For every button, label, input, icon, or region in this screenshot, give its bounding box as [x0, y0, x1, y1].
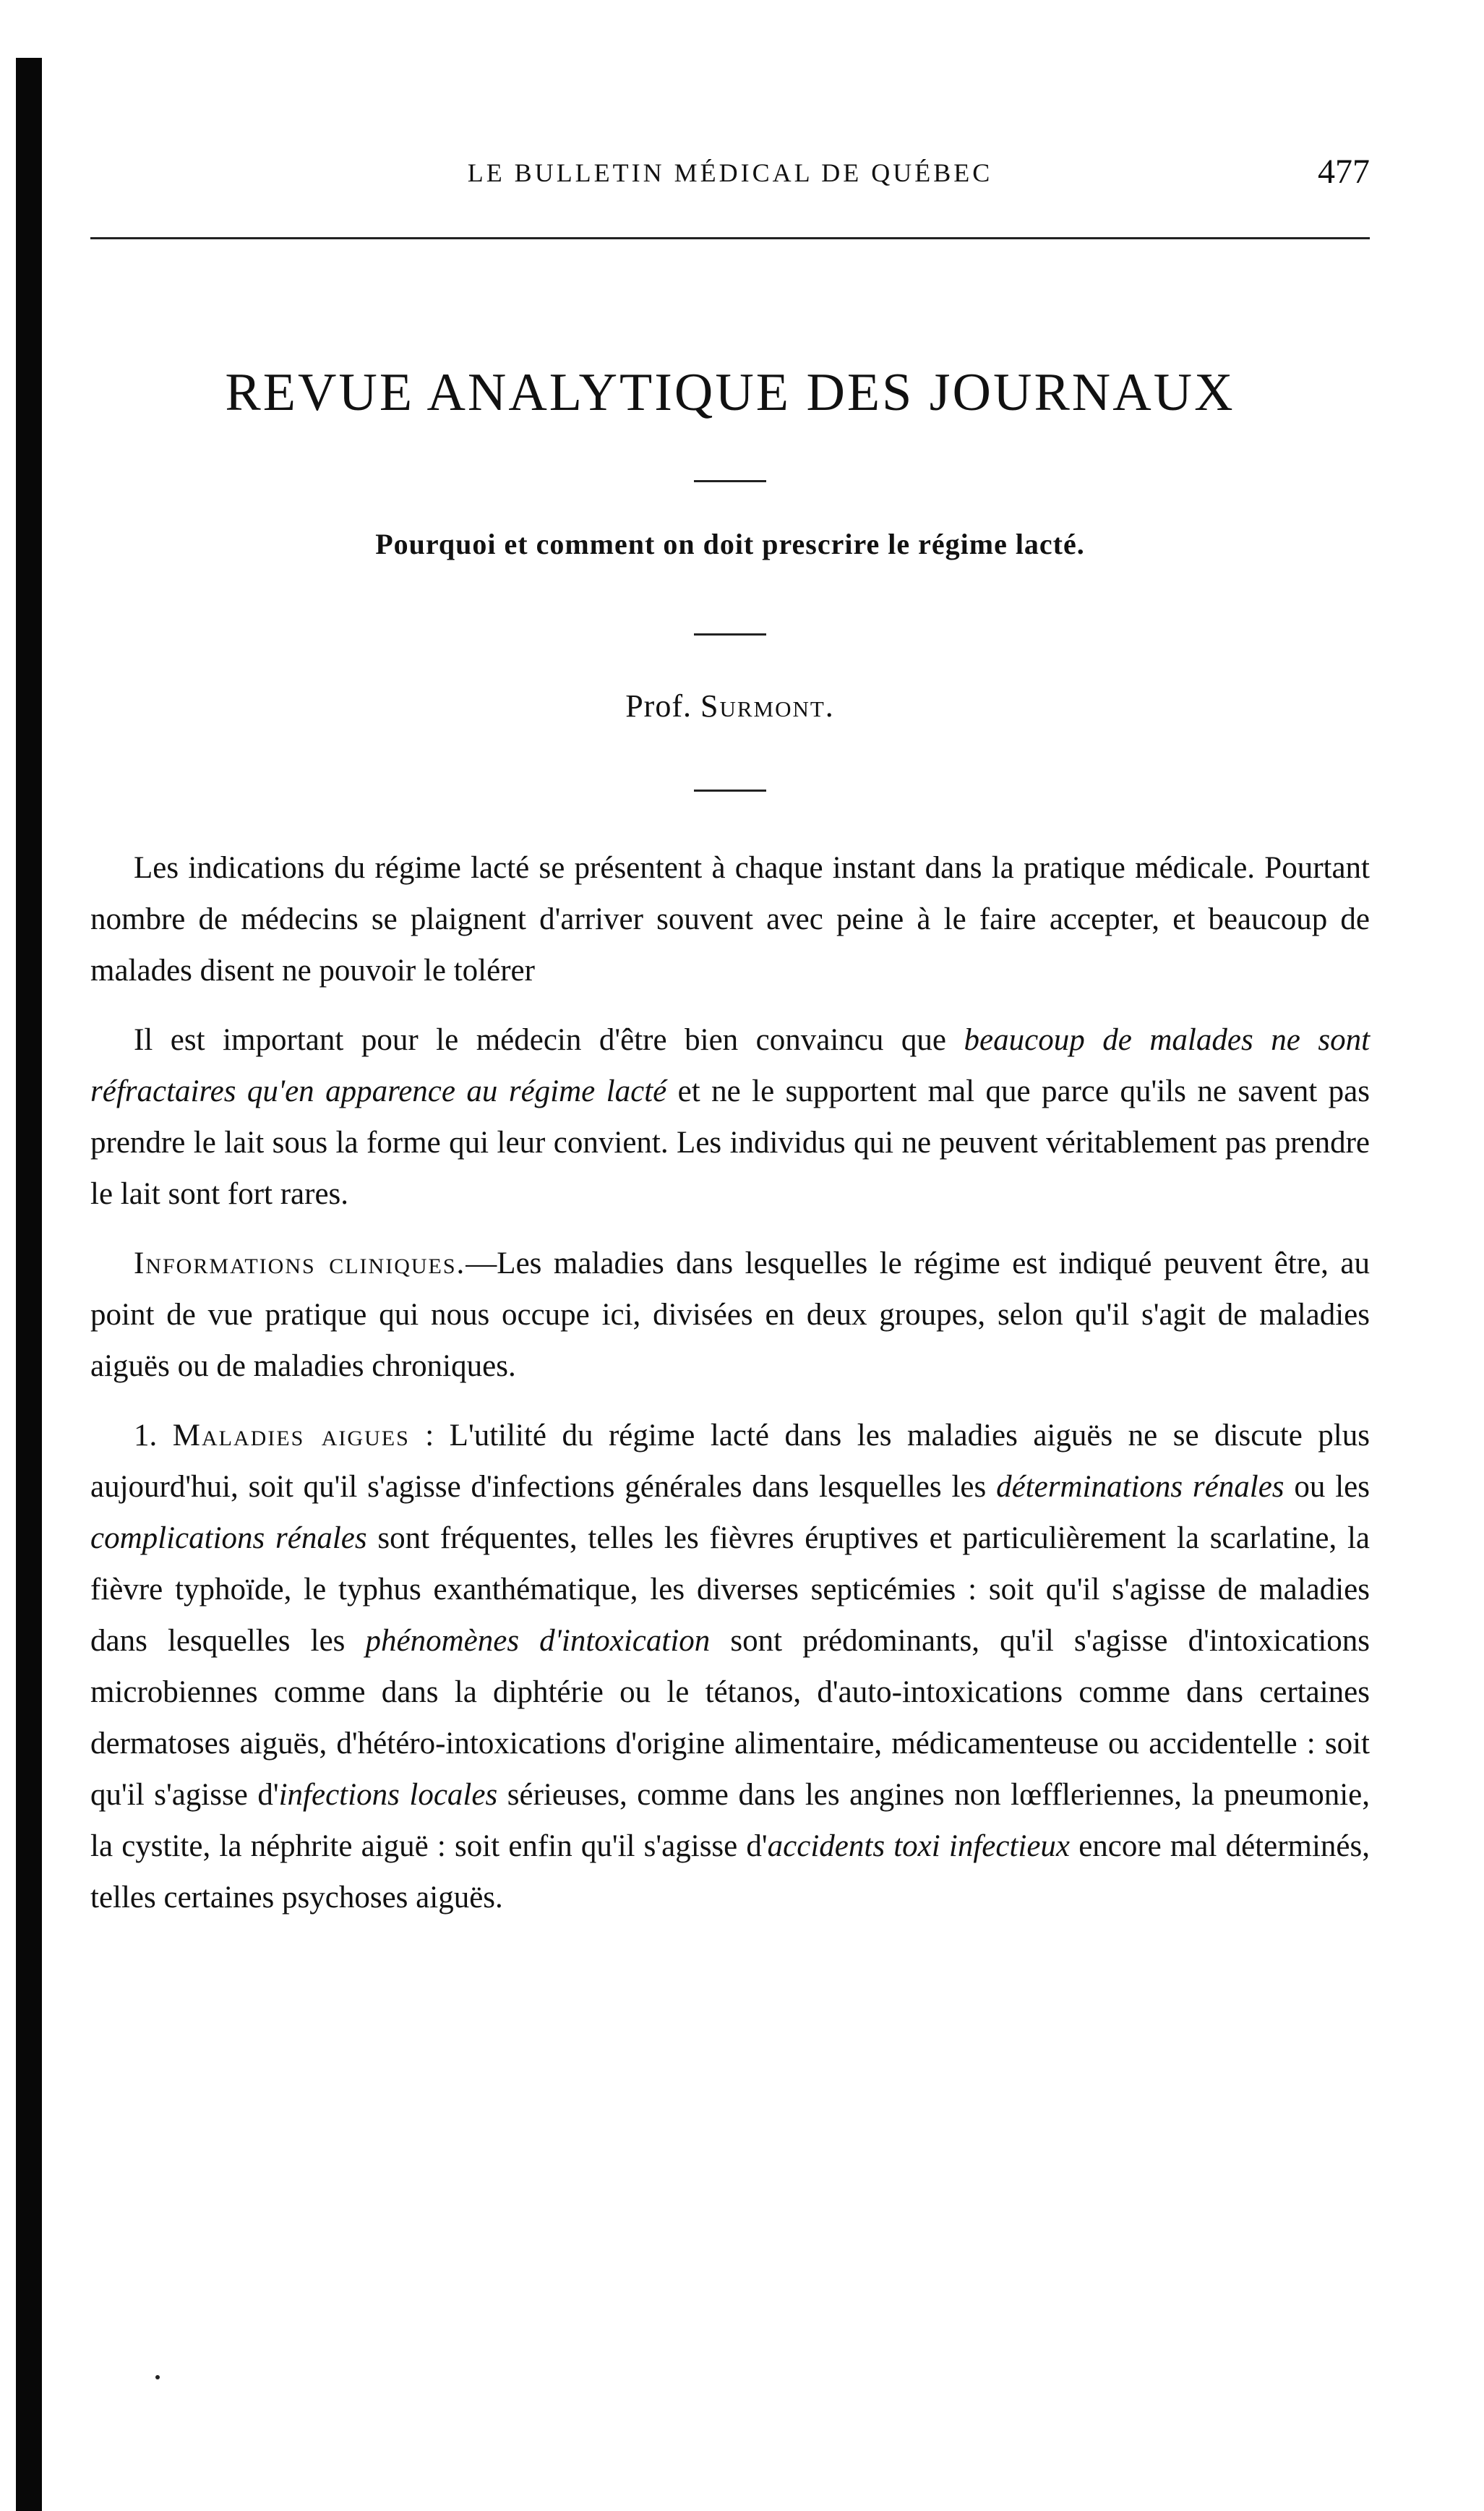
italic-run: déterminations rénales — [996, 1470, 1284, 1504]
paragraph-heading: Maladies aigues — [172, 1419, 410, 1453]
article-title: Pourquoi et comment on doit prescrire le régime lacté. — [375, 528, 1085, 560]
italic-run: infections locales — [278, 1778, 498, 1812]
author — [90, 688, 1370, 724]
paragraph-1: Les indications du régime lacté se présentent à chaque instant dans la pratique médicale. Pourtant nombre de médecins se plaignent d'arriver souvent avec peine à le faire accepter, et beaucoup de malades disent ne pouvoir le tolérer — [90, 851, 1370, 988]
page — [90, 145, 1370, 1941]
divider — [694, 790, 766, 792]
journal-title: LE BULLETIN MÉDICAL DE QUÉBEC — [467, 158, 993, 187]
italic-run: accidents toxi infectieux — [767, 1829, 1071, 1863]
binding-edge — [16, 58, 42, 2511]
header-rule — [90, 237, 1370, 239]
italic-run: beaucoup de malades ne sont réfractaires qu'en apparence au régime lacté — [90, 1023, 1371, 1108]
divider — [694, 480, 766, 482]
list-number: 1. — [134, 1419, 158, 1453]
italic-run: phénomènes d'intoxication — [365, 1624, 711, 1658]
divider — [694, 633, 766, 636]
author-name: Surmont. — [700, 688, 835, 724]
paragraph-4 — [90, 1410, 1370, 1923]
paragraph-2 — [90, 1014, 1370, 1220]
text-run: encore mal déterminés, telles certaines psychoses aiguës. — [90, 1829, 1370, 1915]
text-run: : L'utilité du régime lacté dans les maladies aiguës ne se discute plus aujourd'hui, soit qu'il s'agisse d'infections générales dans lesquelles les — [90, 1419, 1370, 1504]
text-run: sérieuses, comme dans les angines non lœffleriennes, la pneumonie, la cystite, la néphrite aiguë : soit enfin qu'il s'agisse d' — [90, 1778, 1370, 1863]
text-run: et ne le supportent mal que parce qu'ils ne savent pas prendre le lait sous la forme qui leur convient. Les individus qui ne peuvent véritablement pas prendre le lait sont fort rares. — [90, 1074, 1370, 1211]
text-run: sont prédominants, qu'il s'agisse d'intoxications microbiennes comme dans la diphtérie ou le tétanos, d'auto-intoxications comme dans certaines dermatoses aiguës, d'hétéro-intoxications d'origine alimentaire, médicamenteuse ou accidentelle : soit qu'il s'agisse d' — [90, 1624, 1370, 1812]
paragraph-heading: Informations cliniques. — [134, 1246, 466, 1280]
section-title: REVUE ANALYTIQUE DES JOURNAUX — [225, 363, 1235, 422]
text-run: sont fréquentes, telles les fièvres éruptives et particulièrement la scarlatine, la fièvre typhoïde, le typhus exanthématique, les diverses septicémies : soit qu'il s'agisse de maladies dans lesquelles les — [90, 1521, 1370, 1658]
paragraph-3 — [90, 1238, 1370, 1392]
text-run: Il est important pour le médecin d'être bien convaincu que — [134, 1023, 964, 1057]
italic-run: complications rénales — [90, 1521, 367, 1555]
text-run: —Les maladies dans lesquelles le régime est indiqué peuvent être, au point de vue pratique qui nous occupe ici, divisées en deux groupes, selon qu'il s'agit de maladies aiguës ou de maladies chroniques. — [90, 1246, 1370, 1383]
print-speck — [155, 2375, 160, 2379]
running-head — [90, 145, 1370, 202]
author-prefix: Prof. — [625, 688, 692, 724]
article-body — [90, 842, 1370, 1923]
page-number: 477 — [1318, 153, 1370, 191]
text-run: ou les — [1284, 1470, 1370, 1504]
